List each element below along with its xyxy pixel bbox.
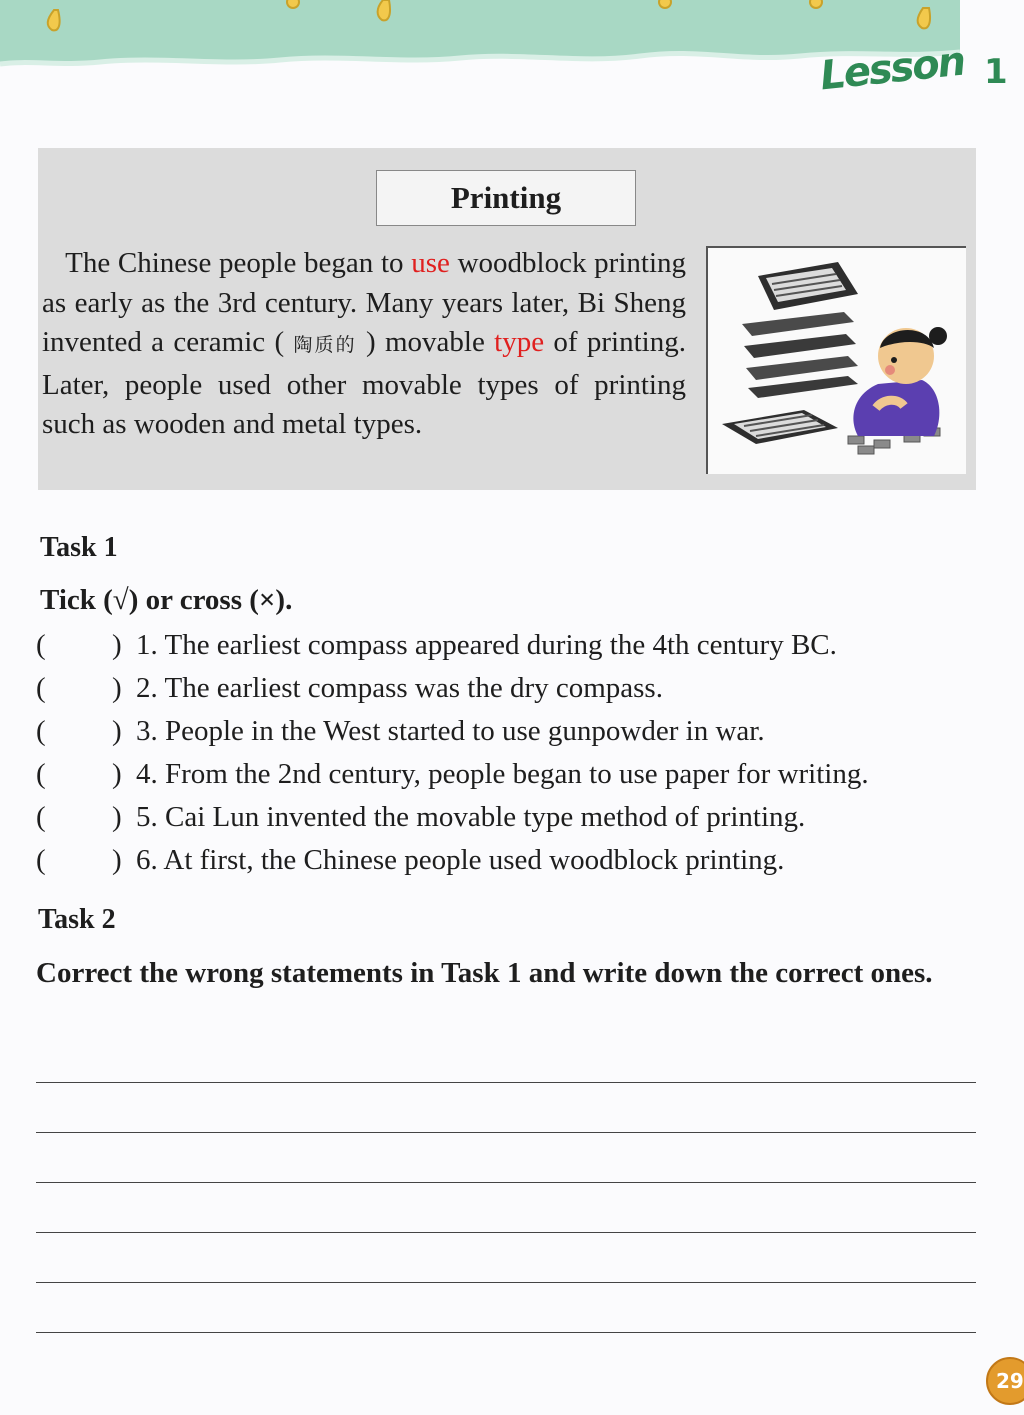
top-banner xyxy=(0,0,960,90)
type-tray-flat xyxy=(722,410,838,444)
answer-paren-close: ) xyxy=(112,844,122,876)
answer-lines xyxy=(36,1082,976,1382)
answer-paren-close: ) xyxy=(112,801,122,833)
statement-text: 2. The earliest compass was the dry compass. xyxy=(136,672,663,704)
passage-highlight-type: type xyxy=(494,326,545,358)
reading-title: Printing xyxy=(376,170,636,226)
passage-chinese-gloss: 陶质的 xyxy=(293,334,357,356)
answer-paren-close: ) xyxy=(112,715,122,747)
banner-decoration xyxy=(0,0,960,90)
statement-text: 6. At first, the Chinese people used woodblock printing. xyxy=(136,844,785,876)
task2-heading: Task 2 xyxy=(38,904,116,935)
lesson-number: 1 xyxy=(984,52,1008,92)
answer-paren-close: ) xyxy=(112,629,122,661)
task1-instruction: Tick (√) or cross (×). xyxy=(40,584,293,616)
answer-paren-open: ( xyxy=(36,801,46,833)
task1-heading: Task 1 xyxy=(40,532,118,563)
answer-paren-close: ) xyxy=(112,672,122,704)
answer-paren-open: ( xyxy=(36,715,46,747)
passage-segment: The Chinese people began to xyxy=(65,247,412,279)
answer-line[interactable] xyxy=(36,1332,976,1334)
statement-row xyxy=(36,667,996,710)
task1-statements xyxy=(36,624,996,882)
passage-segment: woodblock printing as early as the 3rd century. Many years later, Bi Sheng invented a ceramic ( xyxy=(42,247,687,358)
answer-paren-open: ( xyxy=(36,629,46,661)
type-tray-stack xyxy=(742,262,858,398)
answer-line[interactable] xyxy=(36,1232,976,1234)
reading-panel xyxy=(38,148,976,490)
man-figure xyxy=(853,327,947,436)
statement-row xyxy=(36,796,996,839)
lesson-label: Lesson xyxy=(817,38,967,100)
answer-paren-open: ( xyxy=(36,758,46,790)
statement-text: 1. The earliest compass appeared during the 4th century BC. xyxy=(136,629,837,661)
answer-line[interactable] xyxy=(36,1282,976,1284)
task2-instruction: Correct the wrong statements in Task 1 and write down the correct ones. xyxy=(36,957,933,989)
statement-text: 4. From the 2nd century, people began to use paper for writing. xyxy=(136,758,869,790)
statement-row xyxy=(36,624,996,667)
answer-paren-open: ( xyxy=(36,672,46,704)
page-number-badge: 29 xyxy=(986,1357,1024,1405)
statement-text: 5. Cai Lun invented the movable type method of printing. xyxy=(136,801,806,833)
statement-text: 3. People in the West started to use gunpowder in war. xyxy=(136,715,765,747)
answer-line[interactable] xyxy=(36,1082,976,1084)
answer-paren-open: ( xyxy=(36,844,46,876)
man-with-movable-type-illustration xyxy=(706,246,966,474)
answer-paren-close: ) xyxy=(112,758,122,790)
statement-row xyxy=(36,753,996,796)
statement-row xyxy=(36,710,996,753)
reading-passage xyxy=(42,244,686,445)
answer-line[interactable] xyxy=(36,1132,976,1134)
statement-row xyxy=(36,839,996,882)
passage-highlight-use: use xyxy=(411,247,450,279)
passage-segment: of printing. Later, people used other movable types of printing such as wooden and metal types. xyxy=(42,326,686,440)
answer-line[interactable] xyxy=(36,1182,976,1184)
passage-segment: ) movable xyxy=(356,326,495,358)
